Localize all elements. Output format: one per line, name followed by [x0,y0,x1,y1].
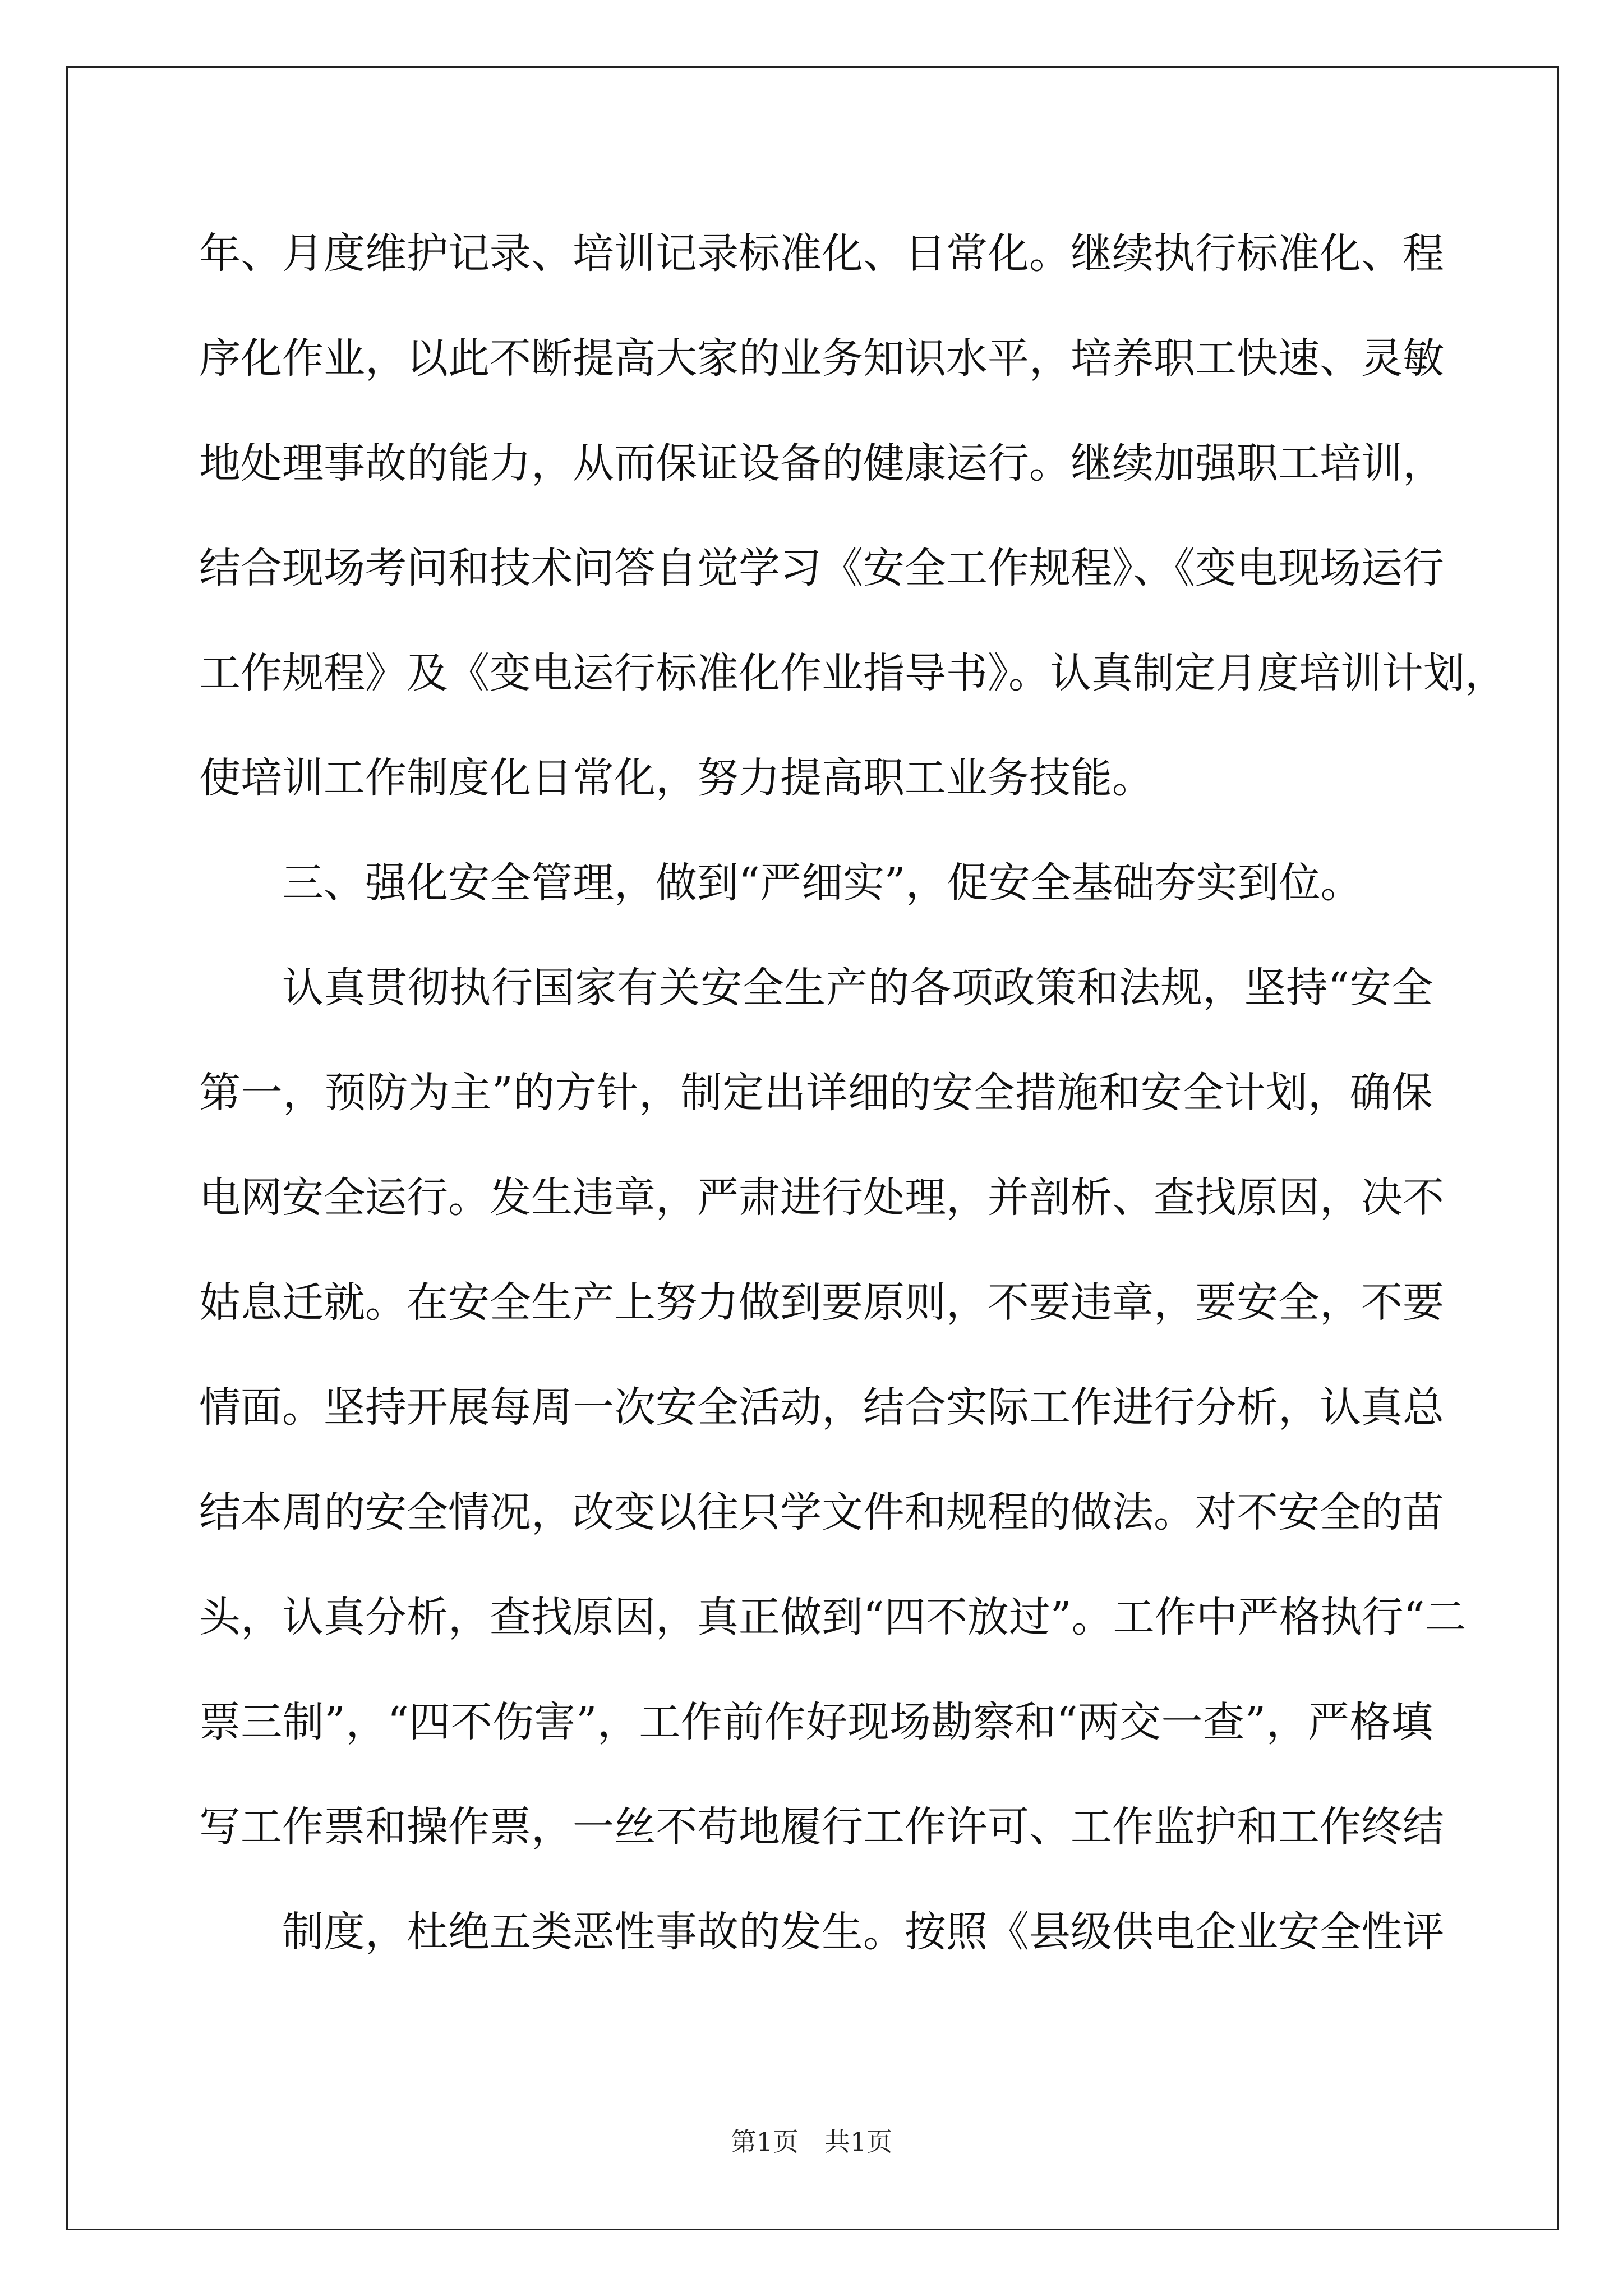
section-heading: 三、强化安全管理，做到“严细实”，促安全基础夯实到位。 [282,859,1362,907]
text-line: 年、月度维护记录、培训记录标准化、日常化。继续执行标准化、程 [199,229,1444,278]
text-line: 写工作票和操作票，一丝不苟地履行工作许可、工作监护和工作终结 [199,1803,1444,1851]
text-line: 地处理事故的能力，从而保证设备的健康运行。继续加强职工培训， [199,439,1444,487]
text-line: 姑息迁就。在安全生产上努力做到要原则，不要违章，要安全，不要 [199,1278,1444,1327]
text-line: 第一，预防为主”的方针，制定出详细的安全措施和安全计划，确保 [199,1069,1433,1117]
text-line: 电网安全运行。发生违章，严肃进行处理，并剖析、查找原因，决不 [199,1174,1444,1222]
text-line: 票三制”，“四不伤害”，工作前作好现场勘察和“两交一查”，严格填 [199,1698,1433,1746]
text-line: 使培训工作制度化日常化，努力提高职工业务技能。 [199,754,1154,802]
text-line: 结本周的安全情况，改变以往只学文件和规程的做法。对不安全的苗 [199,1488,1444,1536]
text-line: 结合现场考问和技术问答自觉学习《安全工作规程》、《变电现场运行 [199,544,1444,592]
page-number: 第1页 共1页 [730,2127,893,2157]
text-line: 情面。坚持开展每周一次安全活动，结合实际工作进行分析，认真总 [199,1383,1444,1432]
text-line: 工作规程》及《变电运行标准化作业指导书》。认真制定月度培训计划， [199,649,1506,697]
text-line: 制度，杜绝五类恶性事故的发生。按照《县级供电企业安全性评 [282,1908,1444,1956]
text-line: 认真贯彻执行国家有关安全生产的各项政策和法规，坚持“安全 [282,964,1433,1012]
text-line: 头，认真分析，查找原因，真正做到“四不放过”。工作中严格执行“二 [199,1593,1467,1641]
text-line: 序化作业，以此不断提高大家的业务知识水平，培养职工快速、灵敏 [199,334,1444,383]
